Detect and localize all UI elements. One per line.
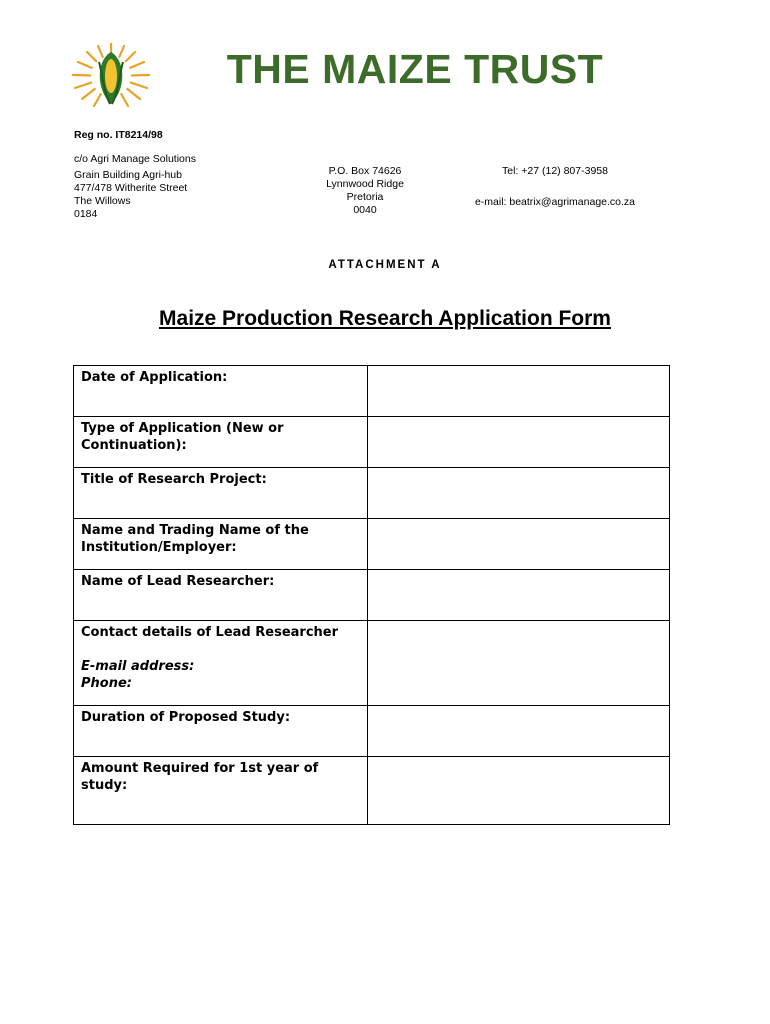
postal-address <box>305 165 425 217</box>
amount-required-field[interactable] <box>367 757 669 825</box>
lead-researcher-field[interactable] <box>367 570 669 621</box>
form-row <box>74 366 670 417</box>
address-line: c/o Agri Manage Solutions <box>74 153 196 165</box>
attachment-label: ATTACHMENT A <box>328 259 442 271</box>
postal-line: 0040 <box>353 204 377 216</box>
form-row <box>74 417 670 468</box>
form-row <box>74 706 670 757</box>
form-row <box>74 468 670 519</box>
email-link[interactable]: e-mail: beatrix@agrimanage.co.za <box>474 196 636 208</box>
org-name: THE MAIZE TRUST <box>226 46 604 92</box>
address-line: 477/478 Witherite Street <box>74 182 188 194</box>
date-of-application-label: Date of Application: <box>74 366 368 417</box>
application-form-table <box>73 365 670 825</box>
address-line: 0184 <box>74 208 98 220</box>
form-title: Maize Production Research Application Form <box>159 307 611 330</box>
form-row <box>74 570 670 621</box>
institution-label: Name and Trading Name of the Institution/Employer: <box>74 519 368 570</box>
postal-line: Lynnwood Ridge <box>326 178 404 190</box>
institution-field[interactable] <box>367 519 669 570</box>
maize-trust-logo <box>70 42 152 110</box>
duration-field[interactable] <box>367 706 669 757</box>
telephone: Tel: +27 (12) 807-3958 <box>502 165 608 177</box>
postal-line: Pretoria <box>346 191 384 203</box>
duration-label: Duration of Proposed Study: <box>74 706 368 757</box>
type-of-application-label: Type of Application (New or Continuation): <box>74 417 368 468</box>
phone-label: Phone: <box>81 676 132 691</box>
contact-info <box>455 165 655 209</box>
research-project-title-field[interactable] <box>367 468 669 519</box>
date-of-application-field[interactable] <box>367 366 669 417</box>
address-line: Grain Building Agri-hub <box>74 169 182 181</box>
amount-required-label: Amount Required for 1st year of study: <box>74 757 368 825</box>
lead-researcher-label: Name of Lead Researcher: <box>74 570 368 621</box>
form-row <box>74 519 670 570</box>
form-row <box>74 621 670 706</box>
contact-details-field[interactable] <box>367 621 669 706</box>
research-project-title-label: Title of Research Project: <box>74 468 368 519</box>
contact-details-label <box>74 621 368 706</box>
postal-line: P.O. Box 74626 <box>328 165 402 177</box>
form-row <box>74 757 670 825</box>
email-address-label: E-mail address: <box>81 659 195 674</box>
street-address <box>74 153 196 221</box>
type-of-application-field[interactable] <box>367 417 669 468</box>
contact-details-heading: Contact details of Lead Researcher <box>81 625 339 640</box>
address-line: The Willows <box>74 195 131 207</box>
registration-number: Reg no. IT8214/98 <box>74 129 163 141</box>
